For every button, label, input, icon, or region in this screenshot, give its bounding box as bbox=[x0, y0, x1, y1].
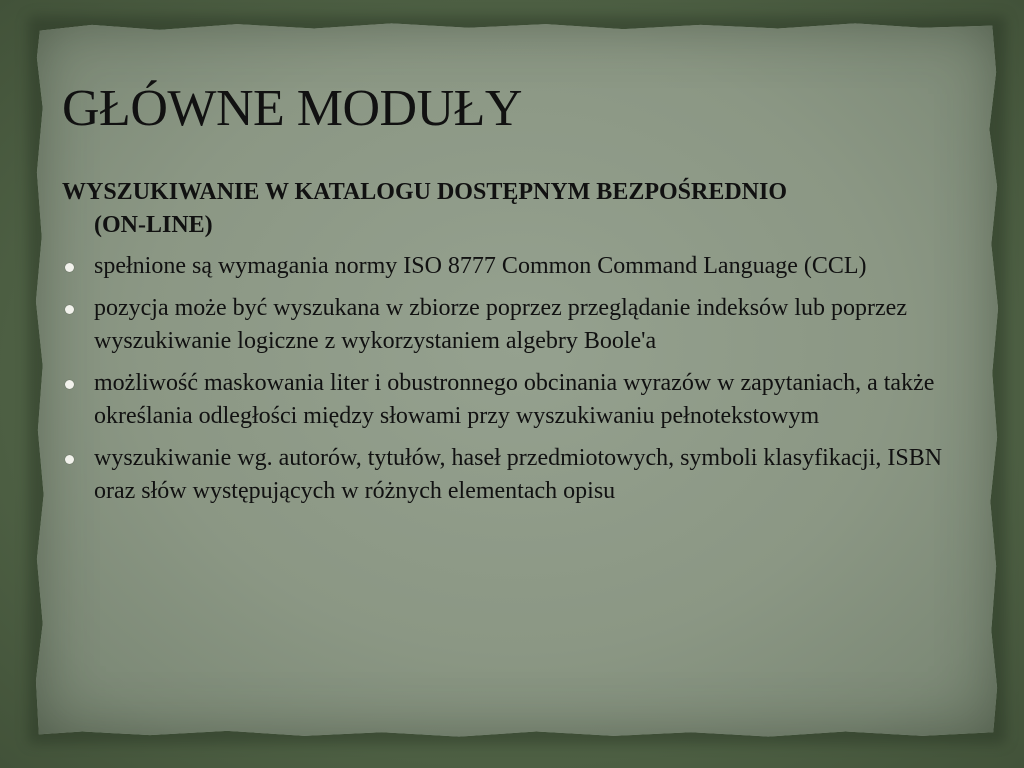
bullet-text: możliwość maskowania liter i obustronnego obcinania wyrazów w zapytaniach, a także określania odległości między słowami przy wyszukiwaniu pełnotekstowym bbox=[94, 370, 935, 429]
bullet-item bbox=[62, 367, 974, 433]
slide-content bbox=[62, 176, 974, 517]
bullet-text: pozycja może być wyszukana w zbiorze poprzez przeglądanie indeksów lub poprzez wyszukiwanie logiczne z wykorzystaniem algebry Boole'a bbox=[94, 295, 907, 354]
bullet-dot-icon bbox=[65, 305, 74, 314]
section-heading-line2: (ON-LINE) bbox=[94, 212, 213, 238]
bullet-text: wyszukiwanie wg. autorów, tytułów, haseł przedmiotowych, symboli klasyfikacji, ISBN oraz słów występujących w różnych elementach opisu bbox=[94, 445, 943, 504]
bullet-item bbox=[62, 292, 974, 358]
slide-title: GŁÓWNE MODUŁY bbox=[62, 80, 522, 137]
section-heading-line1: WYSZUKIWANIE W KATALOGU DOSTĘPNYM BEZPOŚREDNIO bbox=[62, 179, 788, 205]
bullet-item bbox=[62, 250, 974, 283]
bullet-dot-icon bbox=[65, 263, 74, 272]
section-heading bbox=[62, 176, 974, 242]
bullet-item bbox=[62, 442, 974, 508]
bullet-text: spełnione są wymagania normy ISO 8777 Common Command Language (CCL) bbox=[94, 253, 867, 279]
bullet-list bbox=[62, 250, 974, 508]
bullet-dot-icon bbox=[65, 455, 74, 464]
bullet-dot-icon bbox=[65, 380, 74, 389]
